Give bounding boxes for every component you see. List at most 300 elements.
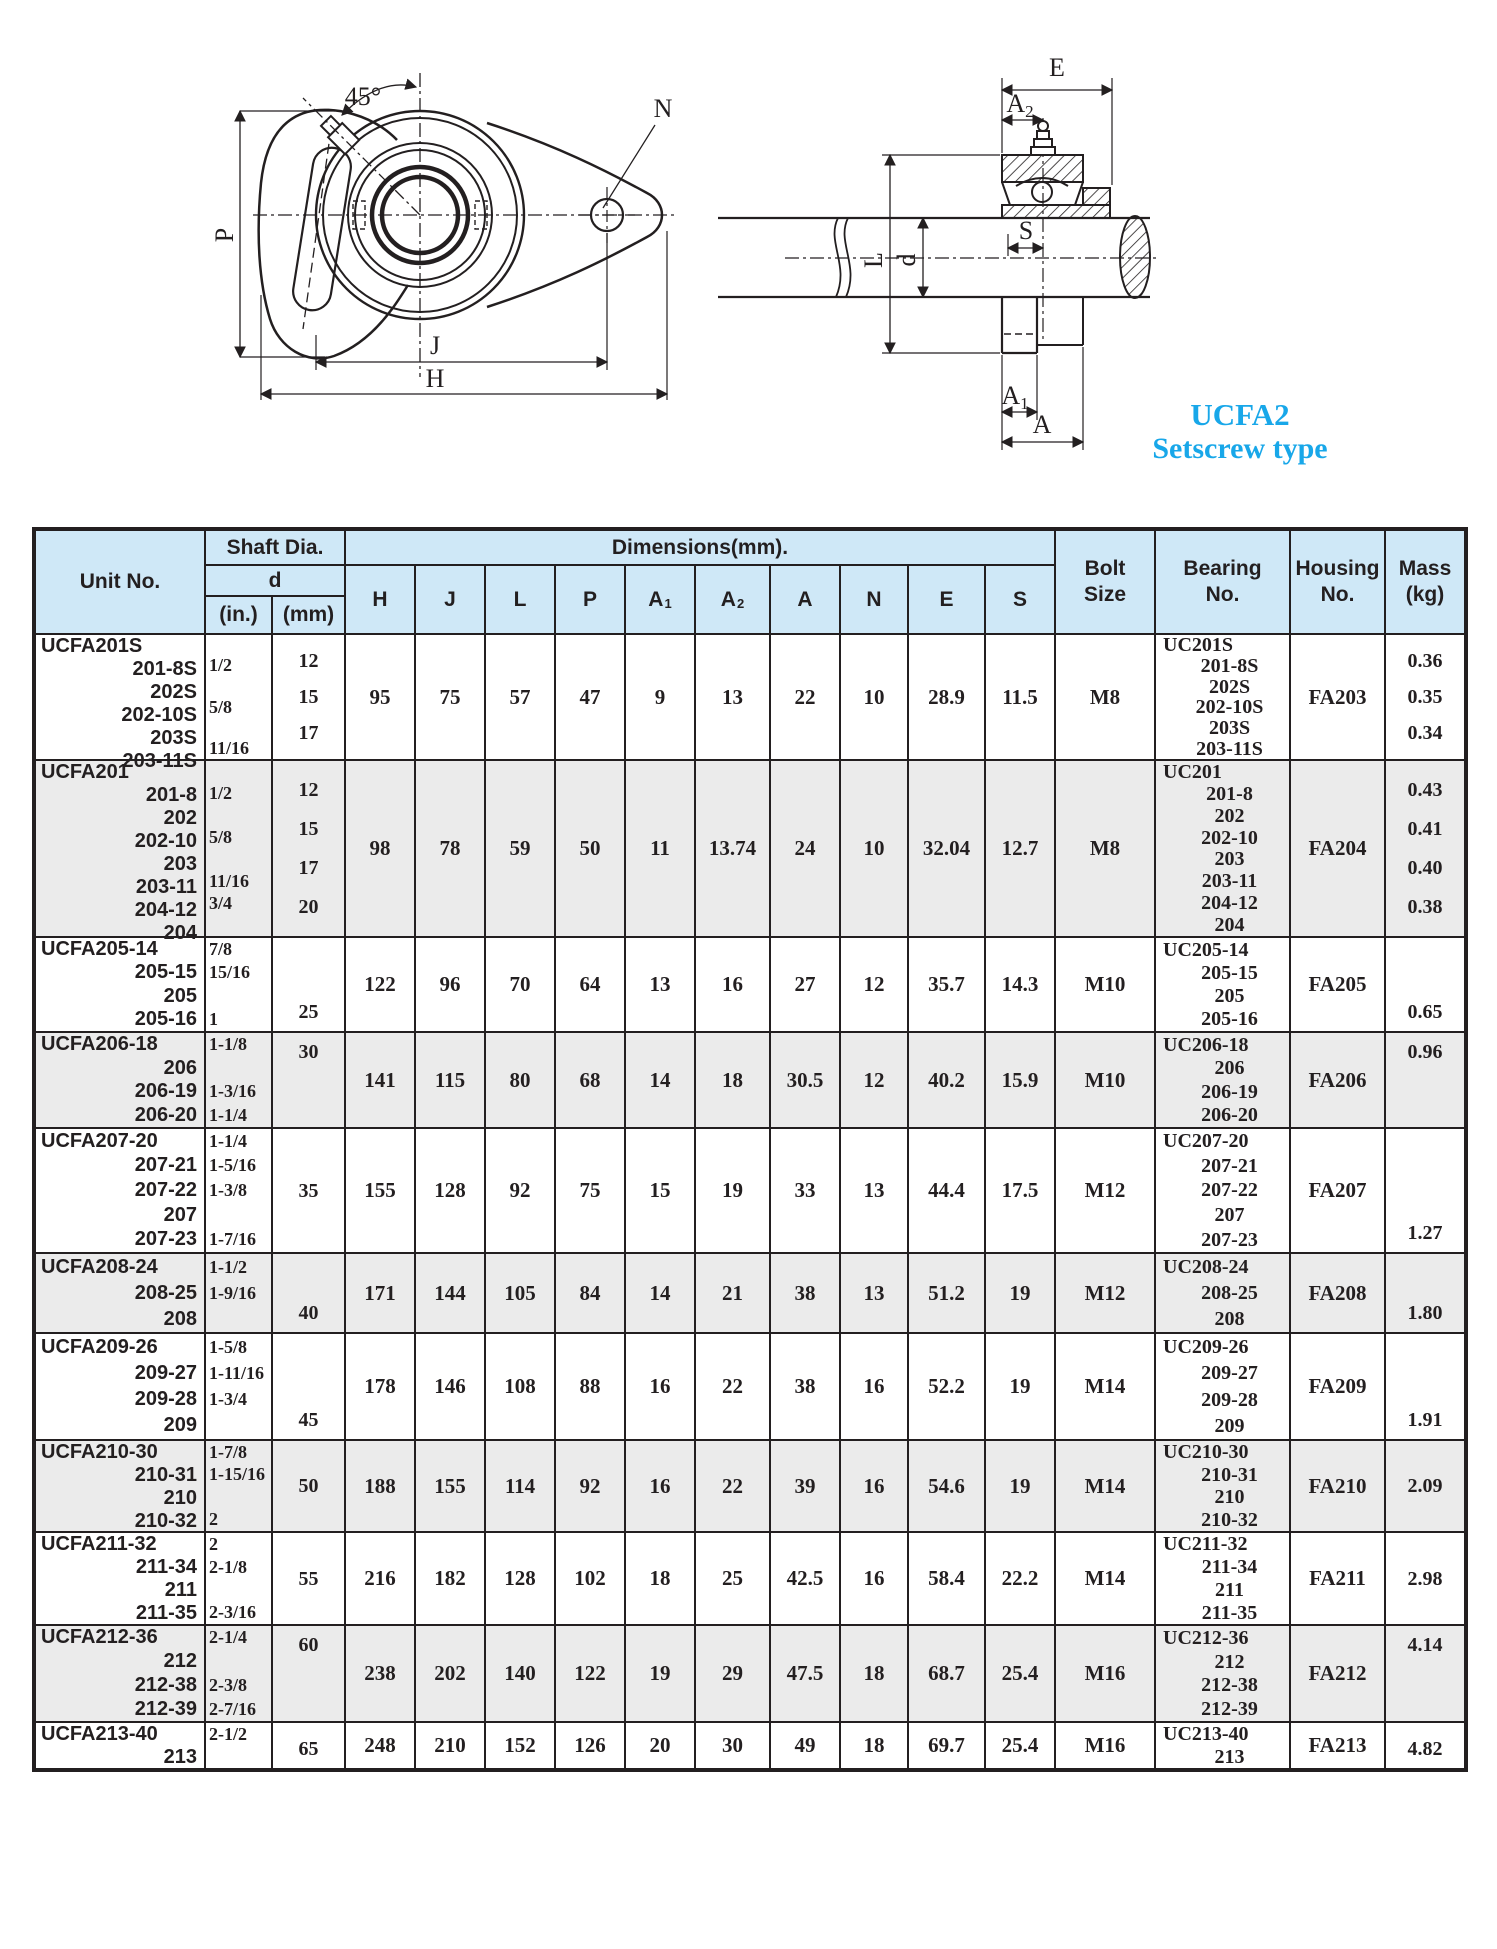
table-row-ucfa205-14 <box>36 938 1464 1033</box>
bearing-line: UC206-18 <box>1163 1033 1249 1056</box>
mass-cell <box>1386 1626 1464 1721</box>
bearing-line: UC213-40 <box>1163 1723 1249 1746</box>
dim-cell-a1: 16 <box>626 1334 696 1439</box>
unit-line: 207-22 <box>134 1178 197 1201</box>
unit-line: 210-31 <box>134 1464 197 1486</box>
mass-value: 0.41 <box>1407 818 1443 840</box>
unit-line: 209-28 <box>134 1388 197 1411</box>
inch-line <box>206 676 271 696</box>
dim-cell-a: 38 <box>771 1334 841 1439</box>
type-title: UCFA2 <box>1190 397 1290 432</box>
dim-cell-h: 216 <box>346 1533 416 1624</box>
dim-cell-j: 75 <box>416 635 486 759</box>
inch-line: 15/16 <box>209 962 251 983</box>
header-dim-a: A <box>771 566 841 633</box>
dim-cell-j: 128 <box>416 1129 486 1252</box>
inch-line: 2-3/16 <box>209 1602 256 1623</box>
dim-cell-j: 210 <box>416 1723 486 1768</box>
dim-cell-a1: 13 <box>626 938 696 1031</box>
mm-value: 30 <box>298 1041 319 1063</box>
shaft-inch-cell <box>206 1723 273 1768</box>
mass-value: 1.27 <box>1407 1222 1443 1244</box>
dim-cell-n: 16 <box>841 1441 909 1531</box>
unit-line: 210 <box>163 1487 197 1509</box>
inch-line <box>206 849 271 871</box>
unit-line: 207-23 <box>134 1228 197 1251</box>
shaft-mm-cell <box>273 1033 346 1127</box>
mm-value: 17 <box>298 722 319 744</box>
header-shaft-dia: Shaft Dia. <box>206 531 346 566</box>
mm-value: 50 <box>298 1475 319 1497</box>
mm-value: 65 <box>298 1738 319 1760</box>
bearing-line: 213 <box>1214 1745 1245 1768</box>
unit-line: 205-15 <box>134 961 197 984</box>
table-row-ucfa201 <box>36 760 1464 944</box>
header-dim-p: P <box>556 566 626 633</box>
inch-line: 3/4 <box>209 892 233 913</box>
dim-cell-a1: 14 <box>626 1033 696 1127</box>
mass-value: 0.65 <box>1407 1001 1443 1023</box>
dim-cell-e: 58.4 <box>909 1533 986 1624</box>
dim-cell-a: 47.5 <box>771 1626 841 1721</box>
dim-cell-s: 25.4 <box>986 1626 1056 1721</box>
mm-value: 15 <box>298 686 319 708</box>
header-bolt-size: Bolt Size <box>1056 531 1156 633</box>
dim-cell-n: 10 <box>841 761 909 936</box>
mass-cell <box>1386 1533 1464 1624</box>
header-d: d <box>206 566 346 597</box>
dim-cell-j: 182 <box>416 1533 486 1624</box>
unit-line: 209 <box>163 1414 197 1437</box>
mm-value: 20 <box>298 896 319 918</box>
unit-cell <box>36 1441 206 1531</box>
dim-cell-a1: 16 <box>626 1441 696 1531</box>
dim-cell-s: 17.5 <box>986 1129 1056 1252</box>
unit-line: UCFA211-32 <box>41 1533 157 1555</box>
dim-cell-s: 11.5 <box>986 635 1056 759</box>
table-row-ucfa212-36 <box>36 1626 1464 1723</box>
dim-cell-a: 27 <box>771 938 841 1031</box>
dim-label-j: J <box>429 331 441 360</box>
dim-cell-h: 155 <box>346 1129 416 1252</box>
inch-line: 1 <box>209 1008 218 1029</box>
inch-line: 11/16 <box>209 870 250 891</box>
shaft-mm-cell <box>273 1723 346 1768</box>
bearing-line: UC210-30 <box>1163 1441 1249 1464</box>
inch-line: 1-9/16 <box>209 1282 256 1303</box>
housing-no-cell: FA204 <box>1291 761 1386 936</box>
bearing-line: 207-21 <box>1201 1154 1258 1177</box>
bolt-size-cell: M12 <box>1056 1254 1156 1332</box>
unit-line: 207-21 <box>134 1154 197 1177</box>
shaft-mm-cell <box>273 635 346 759</box>
table-row-ucfa208-24 <box>36 1254 1464 1334</box>
inch-line: 2 <box>209 1509 218 1530</box>
dim-cell-l: 92 <box>486 1129 556 1252</box>
dim-cell-p: 68 <box>556 1033 626 1127</box>
unit-line: UCFA213-40 <box>41 1723 158 1745</box>
mass-value: 0.38 <box>1407 896 1443 918</box>
mm-value: 12 <box>298 779 319 801</box>
inch-line: 1-1/4 <box>209 1130 247 1151</box>
mm-value: 12 <box>298 650 319 672</box>
dim-cell-s: 19 <box>986 1334 1056 1439</box>
dim-cell-e: 54.6 <box>909 1441 986 1531</box>
dim-cell-l: 128 <box>486 1533 556 1624</box>
dim-cell-e: 28.9 <box>909 635 986 759</box>
dim-cell-p: 50 <box>556 761 626 936</box>
shaft-inch-cell <box>206 938 273 1031</box>
dim-cell-l: 140 <box>486 1626 556 1721</box>
mm-value: 45 <box>298 1409 319 1431</box>
dim-cell-a: 39 <box>771 1441 841 1531</box>
header-dim-a1: A 1 <box>626 566 696 633</box>
mass-cell <box>1386 1723 1464 1768</box>
bolt-size-cell: M8 <box>1056 635 1156 759</box>
table-row-ucfa206-18 <box>36 1033 1464 1129</box>
inch-line: 1-3/8 <box>209 1179 247 1200</box>
shaft-inch-cell <box>206 761 273 936</box>
unit-cell <box>36 1334 206 1439</box>
unit-cell <box>36 1129 206 1252</box>
unit-line: 201-8 <box>145 784 197 806</box>
header-shaft-dia-block <box>206 531 346 633</box>
bearing-line: 206 <box>1214 1057 1245 1080</box>
bolt-size-cell: M16 <box>1056 1626 1156 1721</box>
dim-cell-e: 52.2 <box>909 1334 986 1439</box>
bearing-line: 212 <box>1214 1650 1245 1673</box>
dim-cell-e: 44.4 <box>909 1129 986 1252</box>
dim-cell-a: 24 <box>771 761 841 936</box>
mass-cell <box>1386 1129 1464 1252</box>
table-row-ucfa213-40 <box>36 1723 1464 1768</box>
table-row-ucfa209-26 <box>36 1334 1464 1441</box>
unit-line: 205 <box>163 984 197 1007</box>
bearing-line: 201-8S <box>1200 654 1259 677</box>
mass-value: 2.09 <box>1407 1475 1443 1497</box>
unit-line: 205-16 <box>134 1007 197 1030</box>
inch-line <box>206 1057 271 1081</box>
bearing-line: 208 <box>1214 1308 1245 1330</box>
shaft-inch-cell <box>206 1626 273 1721</box>
housing-no-cell: FA207 <box>1291 1129 1386 1252</box>
bearing-line: 206-19 <box>1201 1080 1258 1103</box>
bearing-line: 211 <box>1215 1578 1244 1601</box>
unit-line: 202S <box>150 681 197 703</box>
dim-cell-h: 248 <box>346 1723 416 1768</box>
unit-line: UCFA210-30 <box>41 1441 158 1463</box>
shaft-mm-cell <box>273 761 346 936</box>
header-unit-no: Unit No. <box>36 531 206 633</box>
dim-cell-a1: 9 <box>626 635 696 759</box>
inch-line: 1-11/16 <box>209 1362 265 1383</box>
mm-value: 25 <box>298 1001 319 1023</box>
table-row-ucfa210-30 <box>36 1441 1464 1533</box>
unit-line: 204 <box>163 922 197 944</box>
dim-cell-a2: 29 <box>696 1626 771 1721</box>
mass-value: 4.82 <box>1407 1738 1443 1760</box>
bolt-size-cell: M14 <box>1056 1441 1156 1531</box>
dim-cell-l: 114 <box>486 1441 556 1531</box>
inch-line: 2-1/4 <box>209 1627 247 1648</box>
dim-cell-h: 188 <box>346 1441 416 1531</box>
dim-cell-s: 12.7 <box>986 761 1056 936</box>
bearing-line: 202-10S <box>1195 696 1264 719</box>
bearing-line: 204-12 <box>1201 892 1258 915</box>
header-housing-no: Housing No. <box>1291 531 1386 633</box>
mass-cell <box>1386 1334 1464 1439</box>
bearing-line: 205-15 <box>1201 961 1258 984</box>
inch-line: 1-3/4 <box>209 1389 247 1410</box>
dim-label-n: N <box>653 94 673 123</box>
unit-line: 208 <box>163 1307 197 1330</box>
inch-line <box>206 1746 271 1769</box>
inch-line: 5/8 <box>209 696 233 717</box>
bearing-line: 202S <box>1208 675 1251 698</box>
dim-cell-a1: 19 <box>626 1626 696 1721</box>
unit-cell <box>36 635 206 772</box>
shaft-inch-cell <box>206 1441 273 1531</box>
bearing-line: 202-10 <box>1201 826 1258 849</box>
dim-cell-p: 47 <box>556 635 626 759</box>
dim-label-a1: A1 <box>1001 381 1029 413</box>
dim-cell-a2: 30 <box>696 1723 771 1768</box>
bolt-size-cell: M10 <box>1056 938 1156 1031</box>
housing-no-cell: FA212 <box>1291 1626 1386 1721</box>
setscrew-collar <box>1083 188 1110 205</box>
dim-cell-j: 155 <box>416 1441 486 1531</box>
dim-cell-a: 22 <box>771 635 841 759</box>
bearing-line: 209-27 <box>1201 1362 1258 1385</box>
shaft-inch-cell <box>206 1254 273 1332</box>
dim-cell-s: 25.4 <box>986 1723 1056 1768</box>
inch-line <box>206 1413 271 1439</box>
inch-line: 7/8 <box>209 939 233 960</box>
dim-cell-n: 13 <box>841 1129 909 1252</box>
inch-line <box>206 1203 271 1228</box>
shaft-mm-cell <box>273 938 346 1031</box>
inch-line <box>206 985 271 1008</box>
shaft-inch-cell <box>206 1033 273 1127</box>
unit-line: 211 <box>164 1579 197 1601</box>
dim-label-e: E <box>1049 53 1065 82</box>
inch-line: 1-5/8 <box>209 1336 247 1357</box>
bearing-no-cell <box>1156 938 1291 1031</box>
bearing-no-cell <box>1156 635 1291 759</box>
mass-cell <box>1386 938 1464 1031</box>
dim-cell-a1: 11 <box>626 761 696 936</box>
unit-line: 201-8S <box>132 658 197 680</box>
dim-cell-n: 16 <box>841 1334 909 1439</box>
grease-fitting <box>1031 121 1055 155</box>
dim-cell-s: 19 <box>986 1254 1056 1332</box>
dim-cell-a2: 19 <box>696 1129 771 1252</box>
inch-line: 2-7/16 <box>209 1698 256 1719</box>
mass-value: 0.35 <box>1407 686 1443 708</box>
unit-line: 212-38 <box>134 1673 197 1696</box>
inch-line: 2-1/2 <box>209 1723 247 1744</box>
inch-line <box>206 1306 271 1332</box>
shaft-mm-cell <box>273 1334 346 1439</box>
shaft-mm-cell <box>273 1129 346 1252</box>
dim-cell-e: 51.2 <box>909 1254 986 1332</box>
bearing-line: 203-11 <box>1201 870 1258 893</box>
dim-cell-e: 40.2 <box>909 1033 986 1127</box>
housing-no-cell: FA210 <box>1291 1441 1386 1531</box>
bearing-no-cell <box>1156 1033 1291 1127</box>
inch-line <box>206 718 271 738</box>
header-bearing-no: Bearing No. <box>1156 531 1291 633</box>
mass-value: 0.96 <box>1407 1041 1443 1063</box>
bearing-line: 205-16 <box>1201 1008 1258 1031</box>
unit-line: UCFA205-14 <box>41 938 158 961</box>
bearing-no-cell <box>1156 1441 1291 1531</box>
inch-line <box>206 805 271 827</box>
housing-no-cell: FA203 <box>1291 635 1386 759</box>
unit-line: UCFA209-26 <box>41 1335 158 1358</box>
mass-cell <box>1386 1033 1464 1127</box>
dim-cell-l: 59 <box>486 761 556 936</box>
dim-cell-h: 171 <box>346 1254 416 1332</box>
header-inch: (in.) <box>206 597 273 633</box>
shaft-mm-cell <box>273 1626 346 1721</box>
header-dimensions: Dimensions(mm). <box>346 531 1056 566</box>
dim-cell-p: 75 <box>556 1129 626 1252</box>
bolt-size-cell: M16 <box>1056 1723 1156 1768</box>
inch-line: 1-7/16 <box>209 1229 256 1250</box>
bearing-line: 203-11S <box>1196 737 1263 760</box>
bolt-size-cell: M12 <box>1056 1129 1156 1252</box>
unit-line: UCFA207-20 <box>41 1129 158 1152</box>
inch-line: 11/16 <box>209 738 250 758</box>
mass-value: 0.43 <box>1407 779 1443 801</box>
mm-value: 17 <box>298 857 319 879</box>
mm-value: 15 <box>298 818 319 840</box>
unit-line: 211-35 <box>135 1602 197 1624</box>
dim-cell-a: 30.5 <box>771 1033 841 1127</box>
bearing-line: 210-32 <box>1201 1508 1258 1531</box>
bearing-line: 210 <box>1214 1486 1245 1509</box>
bearing-line: 207-23 <box>1201 1228 1258 1251</box>
unit-cell <box>36 1723 206 1768</box>
mass-value: 2.98 <box>1407 1567 1443 1590</box>
unit-line: UCFA212-36 <box>41 1626 158 1649</box>
unit-cell <box>36 1626 206 1721</box>
unit-line: 206 <box>163 1056 197 1079</box>
inch-line: 1-1/2 <box>209 1256 247 1277</box>
header-dim-h: H <box>346 566 416 633</box>
table-row-ucfa201s <box>36 634 1464 772</box>
bearing-line: 205 <box>1214 985 1245 1008</box>
bearing-line: 207-22 <box>1201 1179 1258 1202</box>
shaft-mm-cell <box>273 1533 346 1624</box>
header-dimensions-block <box>346 531 1056 633</box>
inch-line: 1-5/16 <box>209 1155 256 1176</box>
dim-cell-n: 13 <box>841 1254 909 1332</box>
unit-line: UCFA201 <box>41 761 129 783</box>
bearing-line: UC205-14 <box>1163 938 1249 961</box>
dim-cell-a2: 13 <box>696 635 771 759</box>
table-row-ucfa211-32 <box>36 1533 1464 1626</box>
bearing-line: 211-35 <box>1201 1601 1258 1624</box>
dim-cell-a: 38 <box>771 1254 841 1332</box>
bearing-no-cell <box>1156 1723 1291 1768</box>
shaft-mm-cell <box>273 1254 346 1332</box>
dim-cell-a2: 22 <box>696 1441 771 1531</box>
unit-line: 211-34 <box>135 1556 197 1578</box>
bearing-line: UC212-36 <box>1163 1626 1249 1649</box>
unit-line: 203 <box>163 853 197 875</box>
dim-cell-a2: 22 <box>696 1334 771 1439</box>
mass-cell <box>1386 1441 1464 1531</box>
dim-cell-s: 14.3 <box>986 938 1056 1031</box>
dim-cell-s: 22.2 <box>986 1533 1056 1624</box>
dim-cell-h: 95 <box>346 635 416 759</box>
dim-cell-p: 64 <box>556 938 626 1031</box>
housing-no-cell: FA205 <box>1291 938 1386 1031</box>
bearing-no-cell <box>1156 1334 1291 1439</box>
dim-cell-s: 19 <box>986 1441 1056 1531</box>
unit-cell <box>36 938 206 1031</box>
dim-cell-j: 146 <box>416 1334 486 1439</box>
dim-cell-j: 96 <box>416 938 486 1031</box>
bearing-line: 210-31 <box>1201 1463 1258 1486</box>
dim-label-a2: A2 <box>1006 89 1034 121</box>
dim-label-l: L <box>859 252 888 268</box>
shaft-inch-cell <box>206 635 273 759</box>
inch-line: 1-3/16 <box>209 1081 256 1102</box>
bearing-line: 206-20 <box>1201 1104 1258 1127</box>
dim-cell-p: 84 <box>556 1254 626 1332</box>
dim-cell-p: 126 <box>556 1723 626 1768</box>
unit-line: UCFA206-18 <box>41 1033 158 1056</box>
header-mass: Mass (kg) <box>1398 556 1452 606</box>
dim-cell-a1: 20 <box>626 1723 696 1768</box>
bearing-no-cell <box>1156 1129 1291 1252</box>
dim-cell-a1: 14 <box>626 1254 696 1332</box>
table-row-ucfa207-20 <box>36 1129 1464 1254</box>
bearing-no-cell <box>1156 1626 1291 1721</box>
unit-line: UCFA201S <box>41 635 143 657</box>
dim-label-45deg: 45° <box>344 82 382 111</box>
dim-cell-l: 152 <box>486 1723 556 1768</box>
dim-label-s: S <box>1018 216 1034 245</box>
dim-cell-n: 12 <box>841 938 909 1031</box>
housing-no-cell: FA211 <box>1291 1533 1386 1624</box>
header-dim-n: N <box>841 566 909 633</box>
bearing-line: 204 <box>1214 914 1245 937</box>
mm-value: 35 <box>298 1179 319 1202</box>
dim-cell-j: 202 <box>416 1626 486 1721</box>
unit-line: 203-11 <box>135 876 197 898</box>
dim-cell-e: 69.7 <box>909 1723 986 1768</box>
inch-line: 5/8 <box>209 827 233 848</box>
unit-line: 213 <box>163 1746 197 1768</box>
shaft-cut <box>1120 216 1150 298</box>
bearing-line: 203 <box>1214 848 1245 871</box>
dim-cell-p: 122 <box>556 1626 626 1721</box>
dim-cell-s: 15.9 <box>986 1033 1056 1127</box>
dim-cell-e: 68.7 <box>909 1626 986 1721</box>
inch-line: 2-1/8 <box>209 1556 247 1577</box>
table-header <box>36 531 1464 635</box>
bearing-line: 209 <box>1214 1414 1245 1437</box>
dim-cell-l: 105 <box>486 1254 556 1332</box>
table-body <box>36 635 1464 1768</box>
type-subtitle: Setscrew type <box>1152 432 1328 466</box>
dim-cell-n: 16 <box>841 1533 909 1624</box>
bearing-line: 203S <box>1208 716 1251 739</box>
